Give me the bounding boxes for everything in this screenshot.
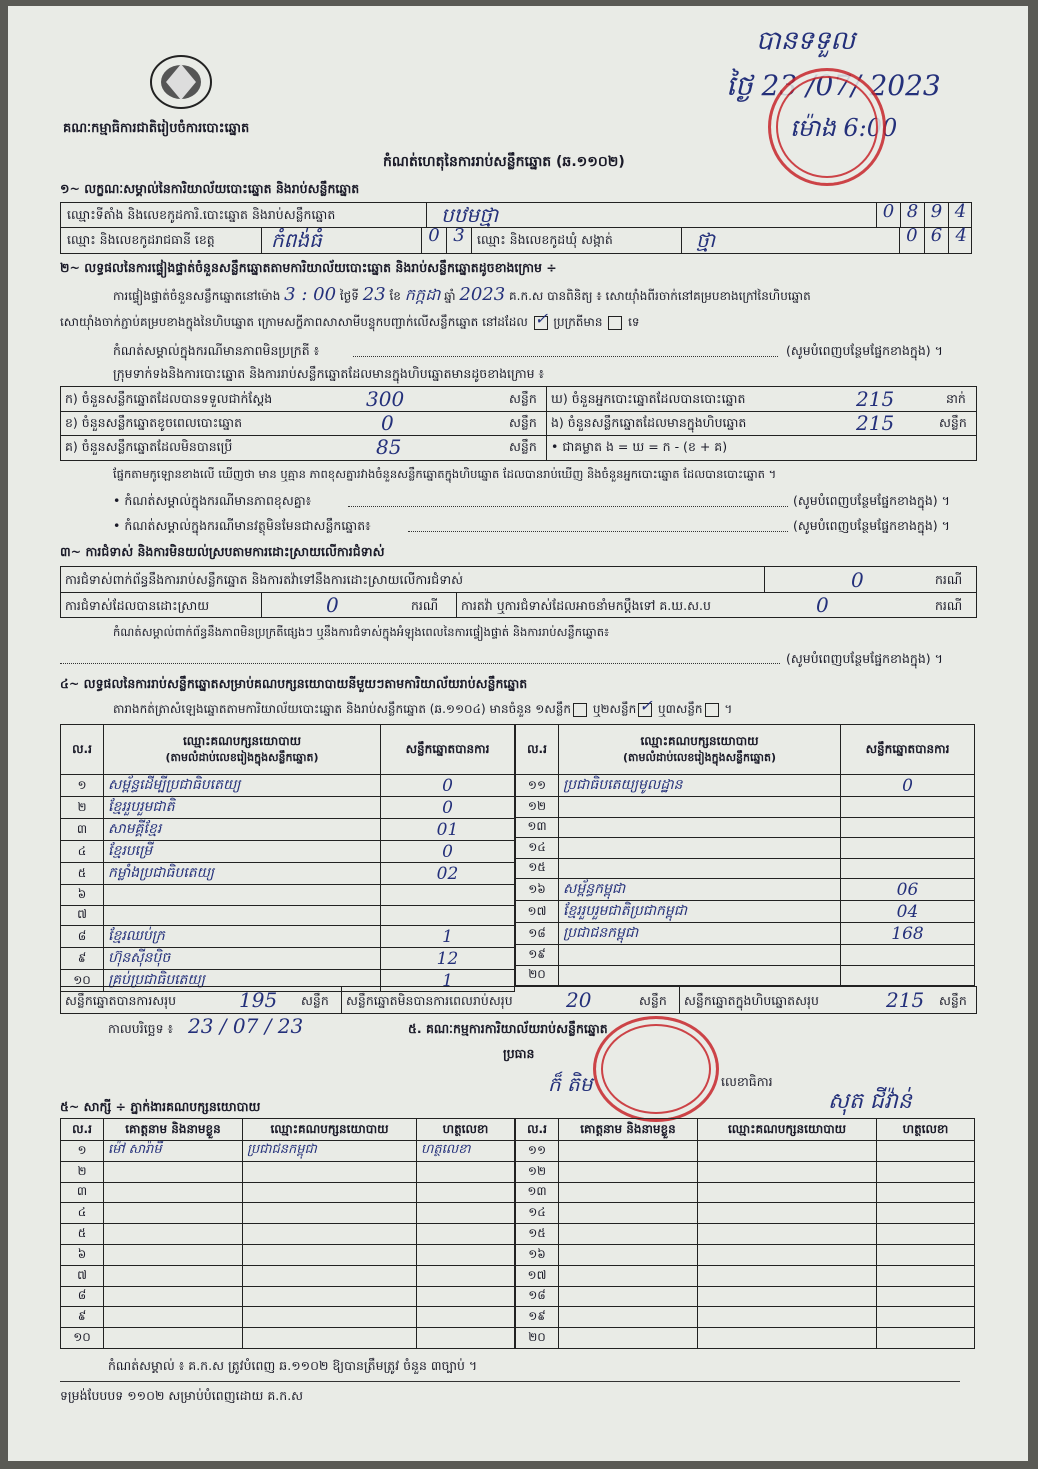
cell-sign xyxy=(417,1203,515,1224)
difference-hint: (សូមបំពេញបន្ថែមផ្នែកខាងក្នុង) ។ xyxy=(793,493,950,508)
table-row xyxy=(516,1161,975,1182)
cell-votes: 1 xyxy=(381,926,515,948)
unit-label: ករណី xyxy=(935,598,963,613)
cell-sign xyxy=(877,1328,975,1349)
form-page xyxy=(8,6,1028,1461)
cell-no: ១២ xyxy=(516,1161,559,1182)
org-name: គណៈកម្មាធិការជាតិរៀបចំការបោះឆ្នោត xyxy=(63,121,250,136)
unit-label: សន្លឹក xyxy=(939,993,967,1008)
unit-label: នាក់ xyxy=(946,391,966,406)
cell-party xyxy=(243,1161,417,1182)
cell-sign xyxy=(877,1161,975,1182)
cell-party: ខ្មែររួបរួមជាតិ xyxy=(104,797,381,819)
unit-label: ករណី xyxy=(411,598,439,613)
cell-sign xyxy=(877,1203,975,1224)
cell-name xyxy=(559,1203,698,1224)
cell-name xyxy=(104,1265,243,1286)
secretary-label: លេខាធិការ xyxy=(721,1074,773,1089)
cell-no: ៣ xyxy=(61,819,104,841)
cell-sign xyxy=(417,1224,515,1245)
cell-no: ១៨ xyxy=(516,923,559,945)
cell-party xyxy=(559,838,841,859)
cell-sign xyxy=(417,1244,515,1265)
location-value: បឋមថ្មា xyxy=(441,203,499,227)
cell-party xyxy=(698,1161,877,1182)
cell-party xyxy=(698,1265,877,1286)
cell-votes xyxy=(841,858,975,879)
unit-label: សន្លឹក xyxy=(939,415,967,430)
cell-party xyxy=(243,1286,417,1307)
cell-party: កម្លាំងប្រជាធិបតេយ្យ xyxy=(104,863,381,885)
table-row xyxy=(61,926,515,948)
section2-heading: ២~ លទ្ធផលនៃការផ្ទៀងផ្ទាត់ចំនួនសន្លឹកឆ្នោតតាមការិយាល័យបោះឆ្នោត និងរាប់សន្លឹកឆ្នោតដូចខាងក្រោម ÷ xyxy=(60,260,557,275)
results-table-left xyxy=(60,724,515,992)
cell-party xyxy=(243,1182,417,1203)
date-label: កាលបរិច្ឆេទ ៖ xyxy=(108,1021,174,1036)
cell-votes xyxy=(841,797,975,818)
cell-votes: 0 xyxy=(381,775,515,797)
one-sheet-checkbox[interactable] xyxy=(573,703,587,717)
col-sign: ហត្ថលេខា xyxy=(877,1119,975,1141)
cell-votes xyxy=(841,817,975,838)
cell-party xyxy=(243,1307,417,1328)
box-ballots-value: 215 xyxy=(856,411,895,435)
cell-no: ១៦ xyxy=(516,879,559,901)
cell-no: ១៩ xyxy=(516,945,559,966)
table-row xyxy=(516,1265,975,1286)
cell-sign xyxy=(877,1224,975,1245)
abnormality-hint: (សូមបំពេញបន្ថែមផ្នែកខាងក្នុង) ។ xyxy=(786,343,943,358)
invalid-total-value: 20 xyxy=(566,988,592,1012)
cell-no: ១៦ xyxy=(516,1244,559,1265)
cell-no: ២ xyxy=(61,1161,104,1182)
table-row xyxy=(516,1141,975,1162)
table-row xyxy=(61,819,515,841)
cell-no: ១៧ xyxy=(516,901,559,923)
table-row xyxy=(61,1265,515,1286)
cell-no: ២០ xyxy=(516,965,559,986)
col-votes: សន្លឹកឆ្នោតបានការ xyxy=(381,725,515,775)
cell-sign xyxy=(877,1307,975,1328)
cell-votes: 12 xyxy=(381,948,515,970)
col-no: ល.រ xyxy=(61,725,104,775)
cell-votes xyxy=(841,838,975,859)
cell-name xyxy=(104,1182,243,1203)
cell-name xyxy=(559,1286,698,1307)
footer-note: កំណត់សម្គាល់ ៖ គ.ក.ស ត្រូវបំពេញ ឆ.១១០២ ឱ្យបានត្រឹមត្រូវ ចំនួន ៣ច្បាប់ ។ xyxy=(108,1358,478,1373)
cell-party xyxy=(243,1244,417,1265)
unit-label: សន្លឹក xyxy=(509,391,537,406)
table-row xyxy=(61,1286,515,1307)
cell-no: ៣ xyxy=(61,1182,104,1203)
cell-party xyxy=(243,1224,417,1245)
table-row xyxy=(516,817,975,838)
cell-no: ២ xyxy=(61,797,104,819)
table-row xyxy=(516,1307,975,1328)
cell-name xyxy=(559,1307,698,1328)
cell-votes xyxy=(381,885,515,906)
table-row xyxy=(516,965,975,986)
cell-party xyxy=(104,885,381,906)
col-no: ល.រ xyxy=(61,1119,104,1141)
cell-no: ៧ xyxy=(61,1265,104,1286)
cell-party xyxy=(559,965,841,986)
ballot-intro: ក្រុមទាក់ទងនិងការបោះឆ្នោត និងការរាប់សន្លឹកឆ្នោតដែលមានក្នុងហិបឆ្នោតមានដូចខាងក្រោម ៖ xyxy=(113,366,545,381)
normal-checkbox[interactable]: ✓ xyxy=(534,308,548,328)
cell-name xyxy=(104,1161,243,1182)
cell-party xyxy=(698,1141,877,1162)
cell-no: ៦ xyxy=(61,1244,104,1265)
cell-party: គ្រប់ប្រជាធិបតេយ្យ xyxy=(104,970,381,992)
cell-sign xyxy=(417,1307,515,1328)
cell-no: ១៣ xyxy=(516,817,559,838)
cell-party xyxy=(559,858,841,879)
table-row xyxy=(61,1307,515,1328)
table-row xyxy=(61,863,515,885)
cell-name xyxy=(559,1141,698,1162)
objection-value: 0 xyxy=(851,568,864,592)
abnormal-checkbox[interactable] xyxy=(608,316,622,330)
two-sheet-checkbox[interactable]: ✓ xyxy=(639,695,653,715)
cell-votes: 06 xyxy=(841,879,975,901)
table-row xyxy=(61,1224,515,1245)
resolved-label: ការជំទាស់ដែលបានដោះស្រាយ xyxy=(65,598,210,613)
cell-party xyxy=(698,1307,877,1328)
table-row xyxy=(61,885,515,906)
cell-no: ២០ xyxy=(516,1328,559,1349)
cell-name xyxy=(559,1182,698,1203)
committee-label: ៥. គណៈកម្មការការិយាល័យរាប់សន្លឹកឆ្នោត xyxy=(408,1021,608,1036)
table-row xyxy=(516,838,975,859)
cell-no: ៤ xyxy=(61,1203,104,1224)
cell-no: ១៩ xyxy=(516,1307,559,1328)
cell-name xyxy=(104,1307,243,1328)
unused-ballots-value: 85 xyxy=(376,435,402,459)
cell-no: ៩ xyxy=(61,1307,104,1328)
totals-row xyxy=(60,986,977,1014)
table-row xyxy=(61,1244,515,1265)
date-value: 23 / 07 / 23 xyxy=(188,1014,304,1038)
cell-party xyxy=(698,1224,877,1245)
received-note-line1: បានទទួល xyxy=(756,26,856,56)
table-row xyxy=(61,1182,515,1203)
cell-votes xyxy=(841,965,975,986)
col-no: ល.រ xyxy=(516,1119,559,1141)
unit-label: សន្លឹក xyxy=(301,993,329,1008)
cell-party xyxy=(559,945,841,966)
cell-votes: 0 xyxy=(381,841,515,863)
col-sign: ហត្ថលេខា xyxy=(417,1119,515,1141)
section4-heading: ៤~ លទ្ធផលនៃការរាប់សន្លឹកឆ្នោតសម្រាប់គណបក្សនយោបាយនីមួយៗតាមការិយាល័យរាប់សន្លឹកឆ្នោត xyxy=(60,676,528,691)
complaint-value: 0 xyxy=(816,593,829,617)
unit-label: សន្លឹក xyxy=(509,415,537,430)
spoiled-ballots-value: 0 xyxy=(381,411,394,435)
commune-code-digit: 4 xyxy=(948,227,973,253)
objection-note: កំណត់សម្គាល់ពាក់ព័ន្ធនឹងភាពមិនប្រក្រតីផ្សេងៗ ឬនឹងការជំទាស់ក្នុងអំឡុងពេលនៃការផ្ទៀងផ្ទាត់ និងការរាប់សន្លឹកឆ្នោត៖ xyxy=(113,625,610,639)
cell-name xyxy=(559,1328,698,1349)
table-row xyxy=(61,841,515,863)
cell-no: ៥ xyxy=(61,863,104,885)
cell-no: ១១ xyxy=(516,1141,559,1162)
cell-no: ៨ xyxy=(61,926,104,948)
unused-ballots-label: គ) ចំនួនសន្លឹកឆ្នោតដែលមិនបានប្រើ xyxy=(65,439,233,454)
cell-no: ១៥ xyxy=(516,858,559,879)
cell-no: ៤ xyxy=(61,841,104,863)
province-value: កំពង់ធំ xyxy=(271,228,322,252)
cell-name xyxy=(104,1286,243,1307)
cell-party: ខ្មែរបម្រើ xyxy=(104,841,381,863)
table-row xyxy=(61,797,515,819)
table-row xyxy=(61,905,515,926)
cell-votes: 1 xyxy=(381,970,515,992)
table-row xyxy=(516,775,975,797)
received-note-line2: ថ្ងៃ 23 /07/ 2023 xyxy=(726,69,941,102)
cell-no: ៩ xyxy=(61,948,104,970)
col-party: ឈ្មោះគណបក្សនយោបាយ xyxy=(243,1119,417,1141)
cell-sign xyxy=(877,1286,975,1307)
unit-label: សន្លឹក xyxy=(509,439,537,454)
cell-name xyxy=(559,1224,698,1245)
table-row xyxy=(516,1286,975,1307)
voters-label: ឃ) ចំនួនអ្នកបោះឆ្នោតដែលបានបោះឆ្នោត xyxy=(551,391,746,406)
objection-label: ការជំទាស់ពាក់ព័ន្ធនឹងការរាប់សន្លឹកឆ្នោត និងការតវ៉ាទៅនឹងការដោះស្រាយលើការជំទាស់ xyxy=(65,572,464,587)
complaint-label: ការតវ៉ា ឬការជំទាស់ដែលអាចនាំមកប្តឹងទៅ គ.ឃ.ស.ប xyxy=(461,598,711,613)
location-label: ឈ្មោះទីតាំង និងលេខកូដការិ.បោះឆ្នោត និងរាប់សន្លឹកឆ្នោត xyxy=(67,207,336,222)
cell-votes: 168 xyxy=(841,923,975,945)
commune-value: ថ្មា xyxy=(696,228,716,252)
cell-no: ៦ xyxy=(61,885,104,906)
spoiled-ballots-label: ខ) ចំនួនសន្លឹកឆ្នោតខូចពេលបោះឆ្នោត xyxy=(65,415,243,430)
official-stamp-icon xyxy=(768,68,886,186)
cell-party xyxy=(243,1265,417,1286)
section3-heading: ៣~ ការជំទាស់ និងការមិនយល់ស្របតាមការដោះស្រាយលើការជំទាស់ xyxy=(60,544,385,559)
box-total-label: សន្លឹកឆ្នោតក្នុងហិបឆ្នោតសរុប xyxy=(684,993,819,1008)
location-code-digit: 8 xyxy=(900,203,924,227)
table-row xyxy=(516,1182,975,1203)
witness-table-left xyxy=(60,1118,515,1349)
ballot-count-table xyxy=(60,386,977,461)
col-name: គោត្តនាម និងនាមខ្លួន xyxy=(104,1119,243,1141)
valid-total-value: 195 xyxy=(239,988,278,1012)
province-code-digit: 0 xyxy=(421,227,446,253)
cell-votes: 04 xyxy=(841,901,975,923)
table-row xyxy=(516,1224,975,1245)
cell-sign: ហត្ថលេខា xyxy=(417,1141,515,1162)
table-row xyxy=(61,948,515,970)
cell-no: ៧ xyxy=(61,905,104,926)
commune-code-digit: 0 xyxy=(899,227,924,253)
cell-party: ខ្មែររួបរួមជាតិប្រជាកម្ពុជា xyxy=(559,901,841,923)
received-ballots-value: 300 xyxy=(366,387,405,411)
cell-name xyxy=(559,1265,698,1286)
cell-party xyxy=(698,1328,877,1349)
cell-votes: 01 xyxy=(381,819,515,841)
cell-no: ១៤ xyxy=(516,1203,559,1224)
cell-no: ៨ xyxy=(61,1286,104,1307)
section5-heading: ៥~ សាក្សី ÷ ភ្នាក់ងារគណបក្សនយោបាយ xyxy=(60,1099,261,1114)
cell-no: ១៣ xyxy=(516,1182,559,1203)
cell-party: ហ៊ុនស៊ីនប៉ិច xyxy=(104,948,381,970)
form-reference: ទម្រង់បែបបទ ១១០២ សម្រាប់បំពេញដោយ គ.ក.ស xyxy=(60,1388,304,1403)
cell-sign xyxy=(417,1286,515,1307)
cell-no: ១០ xyxy=(61,970,104,992)
province-label: ឈ្មោះ និងលេខកូដរាជធានី ខេត្ត xyxy=(67,232,215,247)
cell-name xyxy=(104,1203,243,1224)
nec-emblem-icon xyxy=(146,52,216,112)
cell-no: ១០ xyxy=(61,1328,104,1349)
table-row xyxy=(61,1328,515,1349)
table-row xyxy=(516,1203,975,1224)
cell-no: ១២ xyxy=(516,797,559,818)
col-no: ល.រ xyxy=(516,725,559,775)
cell-no: ៥ xyxy=(61,1224,104,1245)
table-row xyxy=(516,879,975,901)
cell-no: ១៨ xyxy=(516,1286,559,1307)
cell-party xyxy=(559,797,841,818)
abnormality-note: កំណត់សម្គាល់ក្នុងករណីមានភាពមិនប្រក្រតី ៖ xyxy=(113,343,320,358)
form-title: កំណត់ហេតុនៃការរាប់សន្លឹកឆ្នោត (ឆ.១១០២) xyxy=(383,154,625,170)
cell-party: សម្ព័ន្ធដើម្បីប្រជាធិបតេយ្យ xyxy=(104,775,381,797)
cell-party: ប្រជាធិបតេយ្យមូលដ្ឋាន xyxy=(559,775,841,797)
table-row xyxy=(61,775,515,797)
cell-party xyxy=(698,1203,877,1224)
section1-heading: ១~ លក្ខណៈសម្គាល់នៃការិយាល័យបោះឆ្នោត និងរាប់សន្លឹកឆ្នោត xyxy=(60,181,360,196)
voters-value: 215 xyxy=(856,387,895,411)
table-row xyxy=(516,945,975,966)
location-code-digit: 0 xyxy=(876,203,900,227)
cell-party xyxy=(698,1182,877,1203)
resolved-value: 0 xyxy=(326,593,339,617)
cell-party: សាមគ្គីខ្មែរ xyxy=(104,819,381,841)
table-row xyxy=(61,1161,515,1182)
col-party: ឈ្មោះគណបក្សនយោបាយ (តាមលំដាប់លេខរៀងក្នុងសន្លឹកឆ្នោត) xyxy=(559,725,841,775)
unit-label: ករណី xyxy=(935,572,963,587)
cell-name xyxy=(104,1224,243,1245)
cell-party: សម្ព័ន្ធកម្ពុជា xyxy=(559,879,841,901)
difference-text: ផ្នែកតាមកូឡោនខាងលើ ឃើញថា មាន ឬគ្មាន ភាពខុសគ្នារវាងចំនួនសន្លឹកឆ្នោតក្នុងហិបឆ្នោត ដែលបានរាប់ឃើញ និងចំនួនអ្នកបោះឆ្នោត ដែលបានបោះឆ្នោត ។ xyxy=(113,467,777,481)
unit-label: សន្លឹក xyxy=(639,993,667,1008)
col-party: ឈ្មោះគណបក្សនយោបាយ xyxy=(698,1119,877,1141)
cell-party xyxy=(243,1328,417,1349)
cell-votes: 02 xyxy=(381,863,515,885)
tally-sheet-count: តារាងកត់ត្រាសំឡេងឆ្នោតតាមការិយាល័យបោះឆ្នោត និងរាប់សន្លឹកឆ្នោត (ឆ.១១០៤) មានចំនួន ១សន្លឹក ឬ២សន្លឹក ✓ ឬ៣សន្លឹក ។ xyxy=(113,695,733,716)
objection-table xyxy=(60,566,977,618)
cell-no: ១៤ xyxy=(516,838,559,859)
valid-total-label: សន្លឹកឆ្នោតបានការសរុប xyxy=(65,993,177,1008)
col-name: គោត្តនាម និងនាមខ្លួន xyxy=(559,1119,698,1141)
foreign-object-hint: (សូមបំពេញបន្ថែមផ្នែកខាងក្នុង) ។ xyxy=(793,518,950,533)
cell-sign xyxy=(877,1182,975,1203)
cell-name xyxy=(559,1244,698,1265)
cell-party: ខ្មែរឈប់ក្រ xyxy=(104,926,381,948)
foreign-object-note: • កំណត់សម្គាល់ក្នុងករណីមានវត្ថុមិនមែនជាសន្លឹកឆ្នោត៖ xyxy=(113,518,371,533)
cell-sign xyxy=(877,1141,975,1162)
table-row xyxy=(516,858,975,879)
cell-party xyxy=(698,1244,877,1265)
difference-note: • កំណត់សម្គាល់ក្នុងករណីមានភាពខុសគ្នា៖ xyxy=(113,493,312,508)
cell-sign xyxy=(417,1265,515,1286)
verification-line: ការផ្ទៀងផ្ទាត់ចំនួនសន្លឹកឆ្នោតនៅម៉ោង 3 : 00 ថ្ងៃទី 23 ខែ កក្កដា ឆ្នាំ 2023 គ.ក.ស បានពិនិត្យ ៖ សោយ៉ាំងពីរចាក់នៅគម្របខាងក្រៅនៃហិបឆ្នោត xyxy=(113,284,811,305)
received-ballots-label: ក) ចំនួនសន្លឹកឆ្នោតដែលបានទទួលជាក់ស្តែង xyxy=(65,391,273,406)
table-row xyxy=(516,1328,975,1349)
location-code-digit: 9 xyxy=(924,203,948,227)
cell-party xyxy=(243,1203,417,1224)
cell-party: ប្រជាជនកម្ពុជា xyxy=(559,923,841,945)
secretary-signature: សុត ជីវ៉ាន់ xyxy=(828,1089,912,1114)
cell-sign xyxy=(417,1161,515,1182)
table-row xyxy=(61,1203,515,1224)
location-code-digit: 4 xyxy=(948,203,972,227)
cell-no: ១ xyxy=(61,775,104,797)
formula-label: • ជាគម្លាត ង = ឃ = ក - (ខ + គ) xyxy=(551,439,728,454)
section1-table xyxy=(60,202,972,254)
box-ballots-label: ង) ចំនួនសន្លឹកឆ្នោតដែលមានក្នុងហិបឆ្នោត xyxy=(551,415,747,430)
cell-party xyxy=(559,817,841,838)
table-row xyxy=(516,923,975,945)
results-table-right xyxy=(515,724,975,986)
cell-name xyxy=(104,1328,243,1349)
table-row xyxy=(516,797,975,818)
cell-sign xyxy=(877,1265,975,1286)
cell-name: ម៉ៅ សារ៉ាមី xyxy=(104,1141,243,1162)
cell-votes: 0 xyxy=(381,797,515,819)
cell-no: ១១ xyxy=(516,775,559,797)
received-note-line3: ម៉ោង 6:00 xyxy=(790,114,898,142)
cell-party: ប្រជាជនកម្ពុជា xyxy=(243,1141,417,1162)
chair-signature: ក៏ តិម xyxy=(548,1072,593,1096)
cell-sign xyxy=(877,1244,975,1265)
commune-code-digit: 6 xyxy=(924,227,949,253)
verification-line2: សោយ៉ាំងចាក់ភ្ជាប់គម្របខាងក្នុងនៃហិបឆ្នោត ក្រោមសក្ខីភាពសាសាមីបន្ទុកបញ្ជាក់លើសន្លឹកឆ្នោត នៅដដែល ✓ ប្រក្រតីមាន ទេ xyxy=(60,308,640,329)
chair-label: ប្រធាន xyxy=(503,1046,535,1061)
col-votes: សន្លឹកឆ្នោតបានការ xyxy=(841,725,975,775)
cell-votes: 0 xyxy=(841,775,975,797)
cell-party xyxy=(104,905,381,926)
table-row xyxy=(516,1244,975,1265)
cell-sign xyxy=(417,1182,515,1203)
cell-votes xyxy=(841,945,975,966)
cell-name xyxy=(104,1244,243,1265)
box-total-value: 215 xyxy=(886,988,925,1012)
cell-no: ១៥ xyxy=(516,1224,559,1245)
three-sheet-checkbox[interactable] xyxy=(705,703,719,717)
cell-name xyxy=(559,1161,698,1182)
cell-party xyxy=(698,1286,877,1307)
cell-no: ១ xyxy=(61,1141,104,1162)
col-party: ឈ្មោះគណបក្សនយោបាយ (តាមលំដាប់លេខរៀងក្នុងសន្លឹកឆ្នោត) xyxy=(104,725,381,775)
cell-votes xyxy=(381,905,515,926)
committee-stamp-icon xyxy=(593,1016,719,1122)
witness-table-right xyxy=(515,1118,975,1349)
cell-no: ១៧ xyxy=(516,1265,559,1286)
commune-label: ឈ្មោះ និងលេខកូដឃុំ សង្កាត់ xyxy=(477,232,613,247)
table-row xyxy=(61,1141,515,1162)
cell-sign xyxy=(417,1328,515,1349)
objection-hint: (សូមបំពេញបន្ថែមផ្នែកខាងក្នុង) ។ xyxy=(786,651,943,666)
table-row xyxy=(516,901,975,923)
province-code-digit: 3 xyxy=(446,227,471,253)
invalid-total-label: សន្លឹកឆ្នោតមិនបានការពេលរាប់សរុប xyxy=(346,993,513,1008)
